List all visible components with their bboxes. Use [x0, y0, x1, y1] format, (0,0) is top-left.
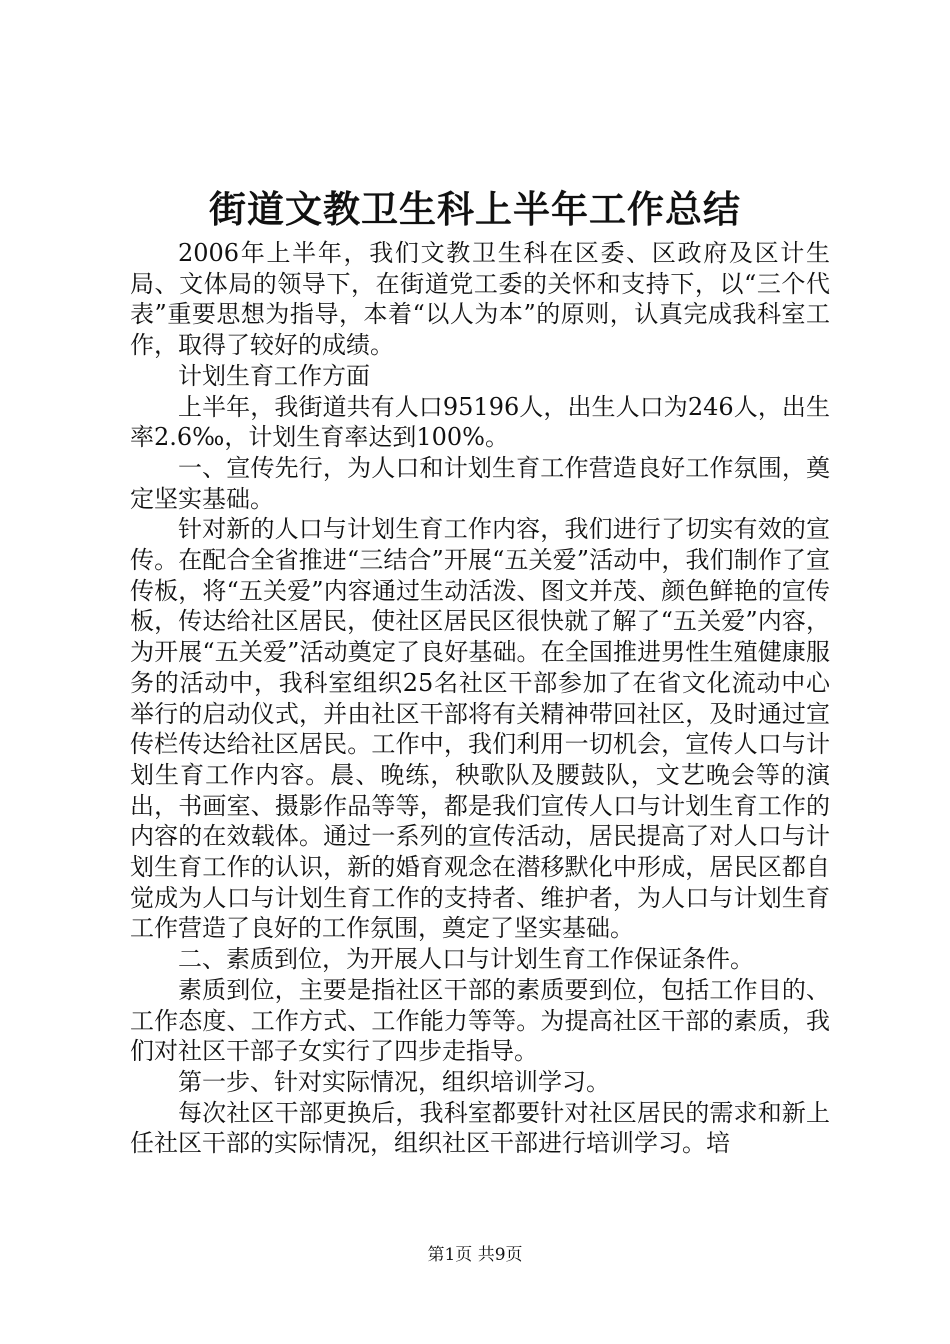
section-heading: 计划生育工作方面 [178, 361, 370, 390]
paragraph: 针对新的人口与计划生育工作内容，我们进行了切实有效的宣传。在配合全省推进“三结合”开展“五关爱”活动中，我们制作了宣传板，将“五关爱”内容通过生动活泼、图文并茂、颜色鲜艳的宣传板，传达给社区居民，使社区居民区很快就了解了“五关爱”内容，为开展“五关爱”活动奠定了良好基础。在全国推进男性生殖健康服务的活动中，我科室组织25名社区干部参加了在省文化流动中心举行的启动仪式，并由社区干部将有关精神带回社区，及时通过宣传栏传达给社区居民。工作中，我们利用一切机会，宣传人口与计划生育工作内容。晨、晚练，秧歌队及腰鼓队，文艺晚会等的演出，书画室、摄影作品等等，都是我们宣传人口与计划生育工作的内容的在效载体。通过一系列的宣传活动，居民提高了对人口与计划生育工作的认识，新的婚育观念在潜移默化中形成，居民区都自觉成为人口与计划生育工作的支持者、维护者，为人口与计划生育工作营造了良好的工作氛围，奠定了坚实基础。 [130, 515, 830, 943]
paragraph: 上半年，我街道共有人口95196人，出生人口为246人，出生率2.6‰，计划生育率达到100%。 [130, 392, 830, 452]
section-heading: 二、素质到位，为开展人口与计划生育工作保证条件。 [178, 945, 754, 974]
section-heading: 一、宣传先行，为人口和计划生育工作营造良好工作氛围，奠定坚实基础。 [130, 453, 830, 513]
paragraph: 素质到位，主要是指社区干部的素质要到位，包括工作目的、工作态度、工作方式、工作能力等等。为提高社区干部的素质，我们对社区干部子女实行了四步走指导。 [130, 975, 830, 1066]
page-number-footer: 第1页 共9页 [427, 1245, 523, 1265]
document-body [130, 238, 830, 1159]
section-heading: 第一步、针对实际情况，组织培训学习。 [178, 1067, 610, 1096]
paragraph: 2006年上半年，我们文教卫生科在区委、区政府及区计生局、文体局的领导下，在街道党工委的关怀和支持下，以“三个代表”重要思想为指导，本着“以人为本”的原则，认真完成我科室工作，取得了较好的成绩。 [130, 239, 830, 360]
paragraph: 每次社区干部更换后，我科室都要针对社区居民的需求和新上任社区干部的实际情况，组织社区干部进行培训学习。培 [130, 1098, 830, 1158]
document-title: 街道文教卫生科上半年工作总结 [209, 187, 741, 231]
